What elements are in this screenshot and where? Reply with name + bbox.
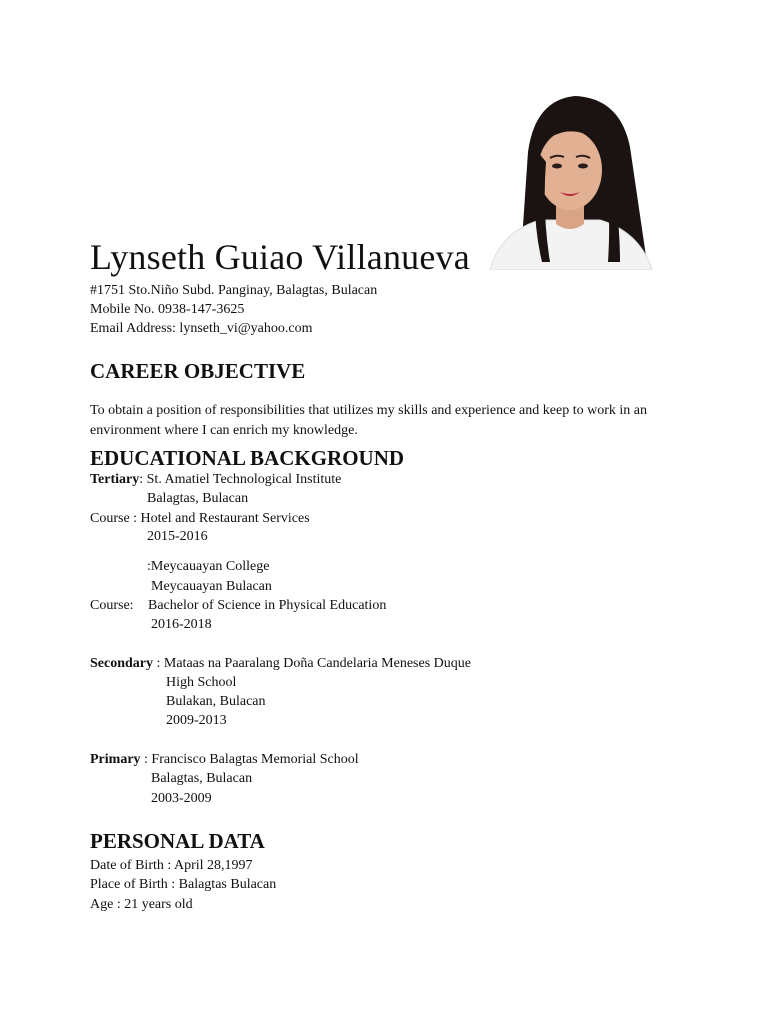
tertiary-line <box>90 471 341 489</box>
career-objective-text: To obtain a position of responsibilities that utilizes my skills and experience and keep to work in an environment where I can enrich my knowledge. <box>90 403 647 438</box>
place-of-birth: Place of Birth : Balagtas Bulacan <box>90 877 277 892</box>
primary-years: 2003-2009 <box>151 791 212 806</box>
tertiary-years-1: 2015-2016 <box>147 529 208 544</box>
portrait-image <box>480 92 660 270</box>
primary-location: Balagtas, Bulacan <box>151 771 253 786</box>
secondary-location: Bulakan, Bulacan <box>166 694 266 709</box>
tertiary-label: Tertiary <box>90 472 140 487</box>
secondary-school-cont: High School <box>166 675 237 690</box>
tertiary-school-2: :Meycauayan College <box>147 559 270 574</box>
secondary-label: Secondary <box>90 656 153 671</box>
tertiary-school-1: : St. Amatiel Technological Institute <box>139 472 342 487</box>
tertiary-course-2-label: Course: <box>90 598 134 613</box>
primary-label: Primary <box>90 752 141 767</box>
tertiary-course-1: Course : Hotel and Restaurant Services <box>90 511 310 526</box>
career-objective-heading: CAREER OBJECTIVE <box>90 359 306 383</box>
primary-line <box>90 751 359 769</box>
tertiary-location-2: Meycauayan Bulacan <box>151 579 272 594</box>
address: #1751 Sto.Niño Subd. Panginay, Balagtas, Bulacan <box>90 283 378 298</box>
tertiary-course-2: Bachelor of Science in Physical Education <box>148 598 387 613</box>
personal-data-heading: PERSONAL DATA <box>90 829 265 853</box>
date-of-birth: Date of Birth : April 28,1997 <box>90 858 253 873</box>
secondary-years: 2009-2013 <box>166 713 227 728</box>
tertiary-years-2: 2016-2018 <box>151 617 212 632</box>
mobile-number: Mobile No. 0938-147-3625 <box>90 302 245 317</box>
tertiary-location-1: Balagtas, Bulacan <box>147 491 249 506</box>
primary-school: : Francisco Balagtas Memorial School <box>140 752 359 767</box>
age: Age : 21 years old <box>90 897 193 912</box>
profile-photo <box>480 92 660 270</box>
secondary-line <box>90 655 471 673</box>
candidate-name: Lynseth Guiao Villanueva <box>90 237 470 277</box>
email-address: Email Address: lynseth_vi@yahoo.com <box>90 321 313 336</box>
secondary-school: : Mataas na Paaralang Doña Candelaria Meneses Duque <box>153 656 471 671</box>
education-heading: EDUCATIONAL BACKGROUND <box>90 446 405 470</box>
